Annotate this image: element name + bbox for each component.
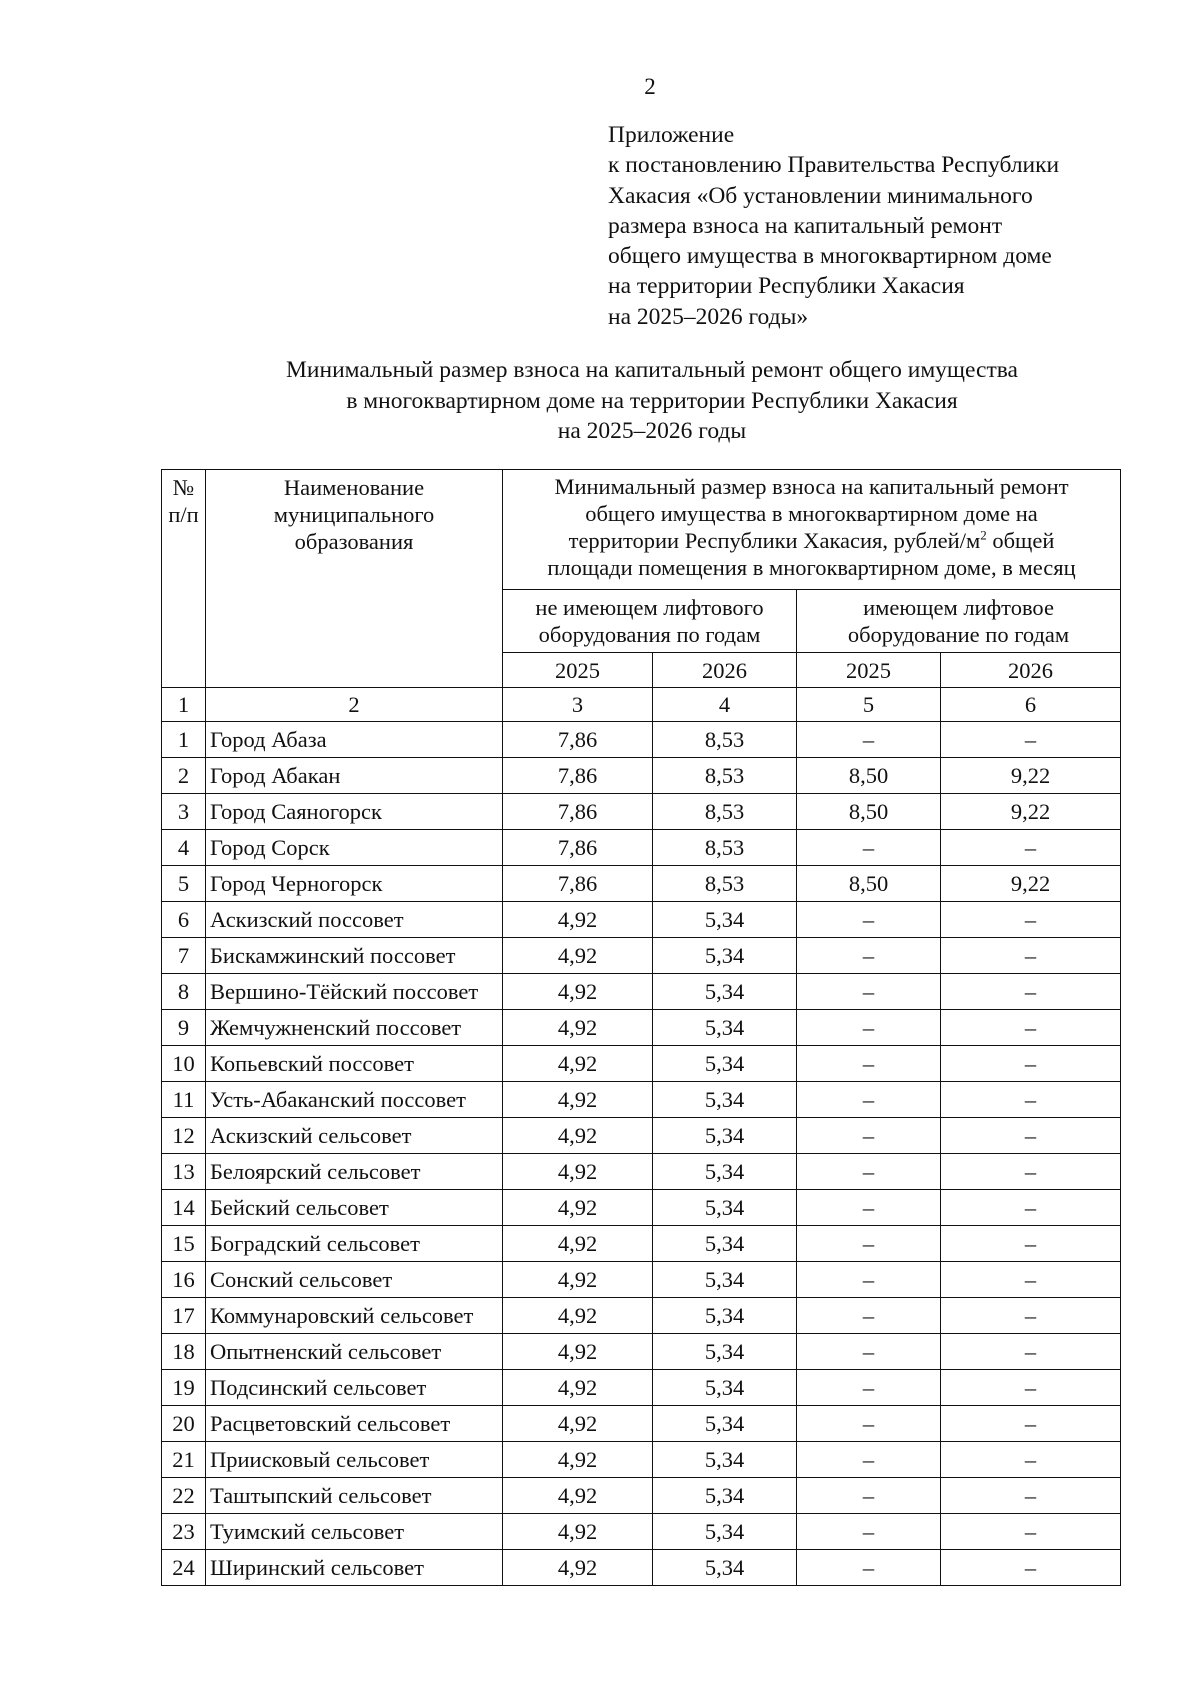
no-lift-2025: 7,86 <box>503 758 653 794</box>
no-lift-2026: 5,34 <box>653 1370 797 1406</box>
lift-2026: 9,22 <box>941 866 1121 902</box>
lift-2026: – <box>941 902 1121 938</box>
lift-2026: 9,22 <box>941 758 1121 794</box>
appendix-line: на территории Республики Хакасия <box>608 273 965 300</box>
lift-2025: – <box>797 1298 941 1334</box>
municipality-name: Город Черногорск <box>206 866 503 902</box>
row-number: 23 <box>162 1514 206 1550</box>
no-lift-2025: 4,92 <box>503 1406 653 1442</box>
no-lift-2025: 4,92 <box>503 902 653 938</box>
lift-2025: – <box>797 1550 941 1586</box>
municipality-name: Город Абаза <box>206 722 503 758</box>
municipality-name: Город Саяногорск <box>206 794 503 830</box>
appendix-line: Приложение <box>608 122 735 148</box>
header-no-lift: не имеющем лифтового оборудования по годам <box>503 590 797 653</box>
no-lift-2025: 4,92 <box>503 1226 653 1262</box>
lift-2026: – <box>941 1262 1121 1298</box>
no-lift-2026: 5,34 <box>653 1118 797 1154</box>
no-lift-2025: 4,92 <box>503 1010 653 1046</box>
lift-2026: – <box>941 1226 1121 1262</box>
no-lift-2026: 5,34 <box>653 1334 797 1370</box>
no-lift-2026: 8,53 <box>653 866 797 902</box>
municipality-name: Таштыпский сельсовет <box>206 1478 503 1514</box>
appendix-line: Хакасия «Об установлении минимального <box>608 182 1033 209</box>
municipality-name: Аскизский поссовет <box>206 902 503 938</box>
table-row <box>162 1514 1121 1550</box>
table-row <box>162 1334 1121 1370</box>
no-lift-2026: 8,53 <box>653 830 797 866</box>
lift-2026: 9,22 <box>941 794 1121 830</box>
no-lift-2025: 4,92 <box>503 974 653 1010</box>
lift-2025: – <box>797 830 941 866</box>
no-lift-2025: 4,92 <box>503 1478 653 1514</box>
lift-2025: 8,50 <box>797 758 941 794</box>
lift-2026: – <box>941 1442 1121 1478</box>
no-lift-2025: 7,86 <box>503 830 653 866</box>
row-number: 6 <box>162 902 206 938</box>
no-lift-2026: 5,34 <box>653 1082 797 1118</box>
municipality-name: Жемчужненский поссовет <box>206 1010 503 1046</box>
no-lift-2025: 4,92 <box>503 1334 653 1370</box>
no-lift-2025: 4,92 <box>503 1046 653 1082</box>
col-number: 1 <box>162 688 206 722</box>
municipality-name: Приисковый сельсовет <box>206 1442 503 1478</box>
municipality-name: Вершино-Тёйский поссовет <box>206 974 503 1010</box>
lift-2026: – <box>941 1190 1121 1226</box>
row-number: 17 <box>162 1298 206 1334</box>
lift-2026: – <box>941 938 1121 974</box>
no-lift-2025: 4,92 <box>503 1442 653 1478</box>
lift-2025: 8,50 <box>797 866 941 902</box>
lift-2025: – <box>797 1190 941 1226</box>
row-number: 22 <box>162 1478 206 1514</box>
lift-2026: – <box>941 1154 1121 1190</box>
no-lift-2026: 8,53 <box>653 758 797 794</box>
row-number: 20 <box>162 1406 206 1442</box>
municipality-name: Расцветовский сельсовет <box>206 1406 503 1442</box>
lift-2026: – <box>941 1478 1121 1514</box>
lift-2025: – <box>797 1154 941 1190</box>
row-number: 8 <box>162 974 206 1010</box>
lift-2025: – <box>797 1478 941 1514</box>
no-lift-2026: 5,34 <box>653 938 797 974</box>
table-row <box>162 758 1121 794</box>
lift-2025: – <box>797 1010 941 1046</box>
no-lift-2026: 5,34 <box>653 1406 797 1442</box>
lift-2025: – <box>797 1406 941 1442</box>
no-lift-2026: 5,34 <box>653 1262 797 1298</box>
lift-2026: – <box>941 1406 1121 1442</box>
table-row <box>162 902 1121 938</box>
table-row <box>162 866 1121 902</box>
no-lift-2026: 5,34 <box>653 1046 797 1082</box>
header-year: 2026 <box>941 653 1121 688</box>
row-number: 18 <box>162 1334 206 1370</box>
row-number: 16 <box>162 1262 206 1298</box>
row-number: 10 <box>162 1046 206 1082</box>
no-lift-2025: 4,92 <box>503 1154 653 1190</box>
lift-2025: – <box>797 974 941 1010</box>
table-row <box>162 974 1121 1010</box>
no-lift-2026: 5,34 <box>653 902 797 938</box>
no-lift-2026: 5,34 <box>653 1550 797 1586</box>
no-lift-2025: 7,86 <box>503 794 653 830</box>
header-lift: имеющем лифтовое оборудование по годам <box>797 590 1121 653</box>
row-number: 13 <box>162 1154 206 1190</box>
row-number: 19 <box>162 1370 206 1406</box>
municipality-name: Опытненский сельсовет <box>206 1334 503 1370</box>
row-number: 3 <box>162 794 206 830</box>
lift-2025: – <box>797 1514 941 1550</box>
municipality-name: Коммунаровский сельсовет <box>206 1298 503 1334</box>
header-main: Минимальный размер взноса на капитальный ремонт общего имущества в многоквартирном доме на территории Республики Хакасия, рублей/$м^2$ общей площади помещения в многоквартирном доме, в месяц <box>503 470 1121 590</box>
table-row <box>162 1226 1121 1262</box>
lift-2025: – <box>797 1226 941 1262</box>
col-number: 2 <box>206 688 503 722</box>
municipality-name: Подсинский сельсовет <box>206 1370 503 1406</box>
page-number: 2 <box>644 74 656 99</box>
no-lift-2025: 7,86 <box>503 722 653 758</box>
table-row <box>162 1442 1121 1478</box>
lift-2025: – <box>797 1046 941 1082</box>
lift-2025: – <box>797 1334 941 1370</box>
table-row <box>162 830 1121 866</box>
column-number-row <box>162 688 1121 722</box>
no-lift-2026: 5,34 <box>653 974 797 1010</box>
row-number: 14 <box>162 1190 206 1226</box>
no-lift-2025: 4,92 <box>503 1298 653 1334</box>
table-row <box>162 722 1121 758</box>
appendix-note <box>608 120 1059 332</box>
municipality-name: Усть-Абаканский поссовет <box>206 1082 503 1118</box>
no-lift-2026: 5,34 <box>653 1190 797 1226</box>
table-row <box>162 1370 1121 1406</box>
lift-2025: – <box>797 1082 941 1118</box>
lift-2026: – <box>941 1514 1121 1550</box>
lift-2026: – <box>941 1118 1121 1154</box>
appendix-line: к постановлению Правительства Республики <box>608 152 1060 179</box>
lift-2026: – <box>941 1046 1121 1082</box>
title-line: Минимальный размер взноса на капитальный ремонт общего имущества <box>286 357 1018 383</box>
appendix-line: на 2025–2026 годы» <box>608 303 809 330</box>
no-lift-2026: 5,34 <box>653 1514 797 1550</box>
col-number: 5 <box>797 688 941 722</box>
no-lift-2025: 7,86 <box>503 866 653 902</box>
appendix-line: общего имущества в многоквартирном доме <box>608 243 1052 270</box>
lift-2026: – <box>941 1082 1121 1118</box>
municipality-name: Аскизский сельсовет <box>206 1118 503 1154</box>
row-number: 5 <box>162 866 206 902</box>
header-name: Наименование муниципального образования <box>206 470 503 688</box>
row-number: 7 <box>162 938 206 974</box>
table-row <box>162 1298 1121 1334</box>
no-lift-2025: 4,92 <box>503 1082 653 1118</box>
no-lift-2025: 4,92 <box>503 1190 653 1226</box>
no-lift-2026: 5,34 <box>653 1442 797 1478</box>
lift-2026: – <box>941 1010 1121 1046</box>
row-number: 21 <box>162 1442 206 1478</box>
table-row <box>162 1118 1121 1154</box>
header-num: № п/п <box>162 470 206 688</box>
municipality-name: Боградский сельсовет <box>206 1226 503 1262</box>
row-number: 9 <box>162 1010 206 1046</box>
no-lift-2025: 4,92 <box>503 1118 653 1154</box>
col-number: 6 <box>941 688 1121 722</box>
lift-2025: – <box>797 1262 941 1298</box>
col-number: 4 <box>653 688 797 722</box>
table-row <box>162 1010 1121 1046</box>
lift-2025: – <box>797 1118 941 1154</box>
lift-2025: – <box>797 902 941 938</box>
lift-2026: – <box>941 1370 1121 1406</box>
municipality-name: Белоярский сельсовет <box>206 1154 503 1190</box>
no-lift-2026: 5,34 <box>653 1478 797 1514</box>
lift-2026: – <box>941 722 1121 758</box>
no-lift-2025: 4,92 <box>503 1514 653 1550</box>
row-number: 11 <box>162 1082 206 1118</box>
table-row <box>162 1154 1121 1190</box>
header-year: 2026 <box>653 653 797 688</box>
table-row <box>162 1046 1121 1082</box>
no-lift-2026: 5,34 <box>653 1226 797 1262</box>
table-row <box>162 1082 1121 1118</box>
municipality-name: Город Сорск <box>206 830 503 866</box>
lift-2026: – <box>941 974 1121 1010</box>
table-row <box>162 1406 1121 1442</box>
header-year: 2025 <box>503 653 653 688</box>
lift-2025: 8,50 <box>797 794 941 830</box>
header-year: 2025 <box>797 653 941 688</box>
table-row <box>162 1190 1121 1226</box>
municipality-name: Бейский сельсовет <box>206 1190 503 1226</box>
no-lift-2026: 8,53 <box>653 794 797 830</box>
municipality-name: Ширинский сельсовет <box>206 1550 503 1586</box>
municipality-name: Бискамжинский поссовет <box>206 938 503 974</box>
municipality-name: Сонский сельсовет <box>206 1262 503 1298</box>
row-number: 2 <box>162 758 206 794</box>
lift-2026: – <box>941 1550 1121 1586</box>
lift-2026: – <box>941 1334 1121 1370</box>
no-lift-2026: 5,34 <box>653 1298 797 1334</box>
table-row <box>162 938 1121 974</box>
no-lift-2026: 5,34 <box>653 1010 797 1046</box>
no-lift-2025: 4,92 <box>503 1262 653 1298</box>
row-number: 15 <box>162 1226 206 1262</box>
title-line: на 2025–2026 годы <box>557 418 747 444</box>
document-title <box>162 355 1142 447</box>
appendix-line: размера взноса на капитальный ремонт <box>608 212 1003 239</box>
municipality-name: Туимский сельсовет <box>206 1514 503 1550</box>
no-lift-2026: 5,34 <box>653 1154 797 1190</box>
lift-2025: – <box>797 1370 941 1406</box>
lift-2025: – <box>797 938 941 974</box>
row-number: 1 <box>162 722 206 758</box>
municipality-name: Город Абакан <box>206 758 503 794</box>
table-row <box>162 1550 1121 1586</box>
no-lift-2025: 4,92 <box>503 1550 653 1586</box>
row-number: 12 <box>162 1118 206 1154</box>
lift-2025: – <box>797 722 941 758</box>
no-lift-2025: 4,92 <box>503 938 653 974</box>
contribution-table <box>161 469 1121 1586</box>
row-number: 4 <box>162 830 206 866</box>
title-line: в многоквартирном доме на территории Республики Хакасия <box>346 387 958 414</box>
row-number: 24 <box>162 1550 206 1586</box>
table-row <box>162 1262 1121 1298</box>
lift-2026: – <box>941 1298 1121 1334</box>
municipality-name: Копьевский поссовет <box>206 1046 503 1082</box>
table-row <box>162 794 1121 830</box>
table-row <box>162 1478 1121 1514</box>
no-lift-2025: 4,92 <box>503 1370 653 1406</box>
lift-2025: – <box>797 1442 941 1478</box>
lift-2026: – <box>941 830 1121 866</box>
col-number: 3 <box>503 688 653 722</box>
no-lift-2026: 8,53 <box>653 722 797 758</box>
